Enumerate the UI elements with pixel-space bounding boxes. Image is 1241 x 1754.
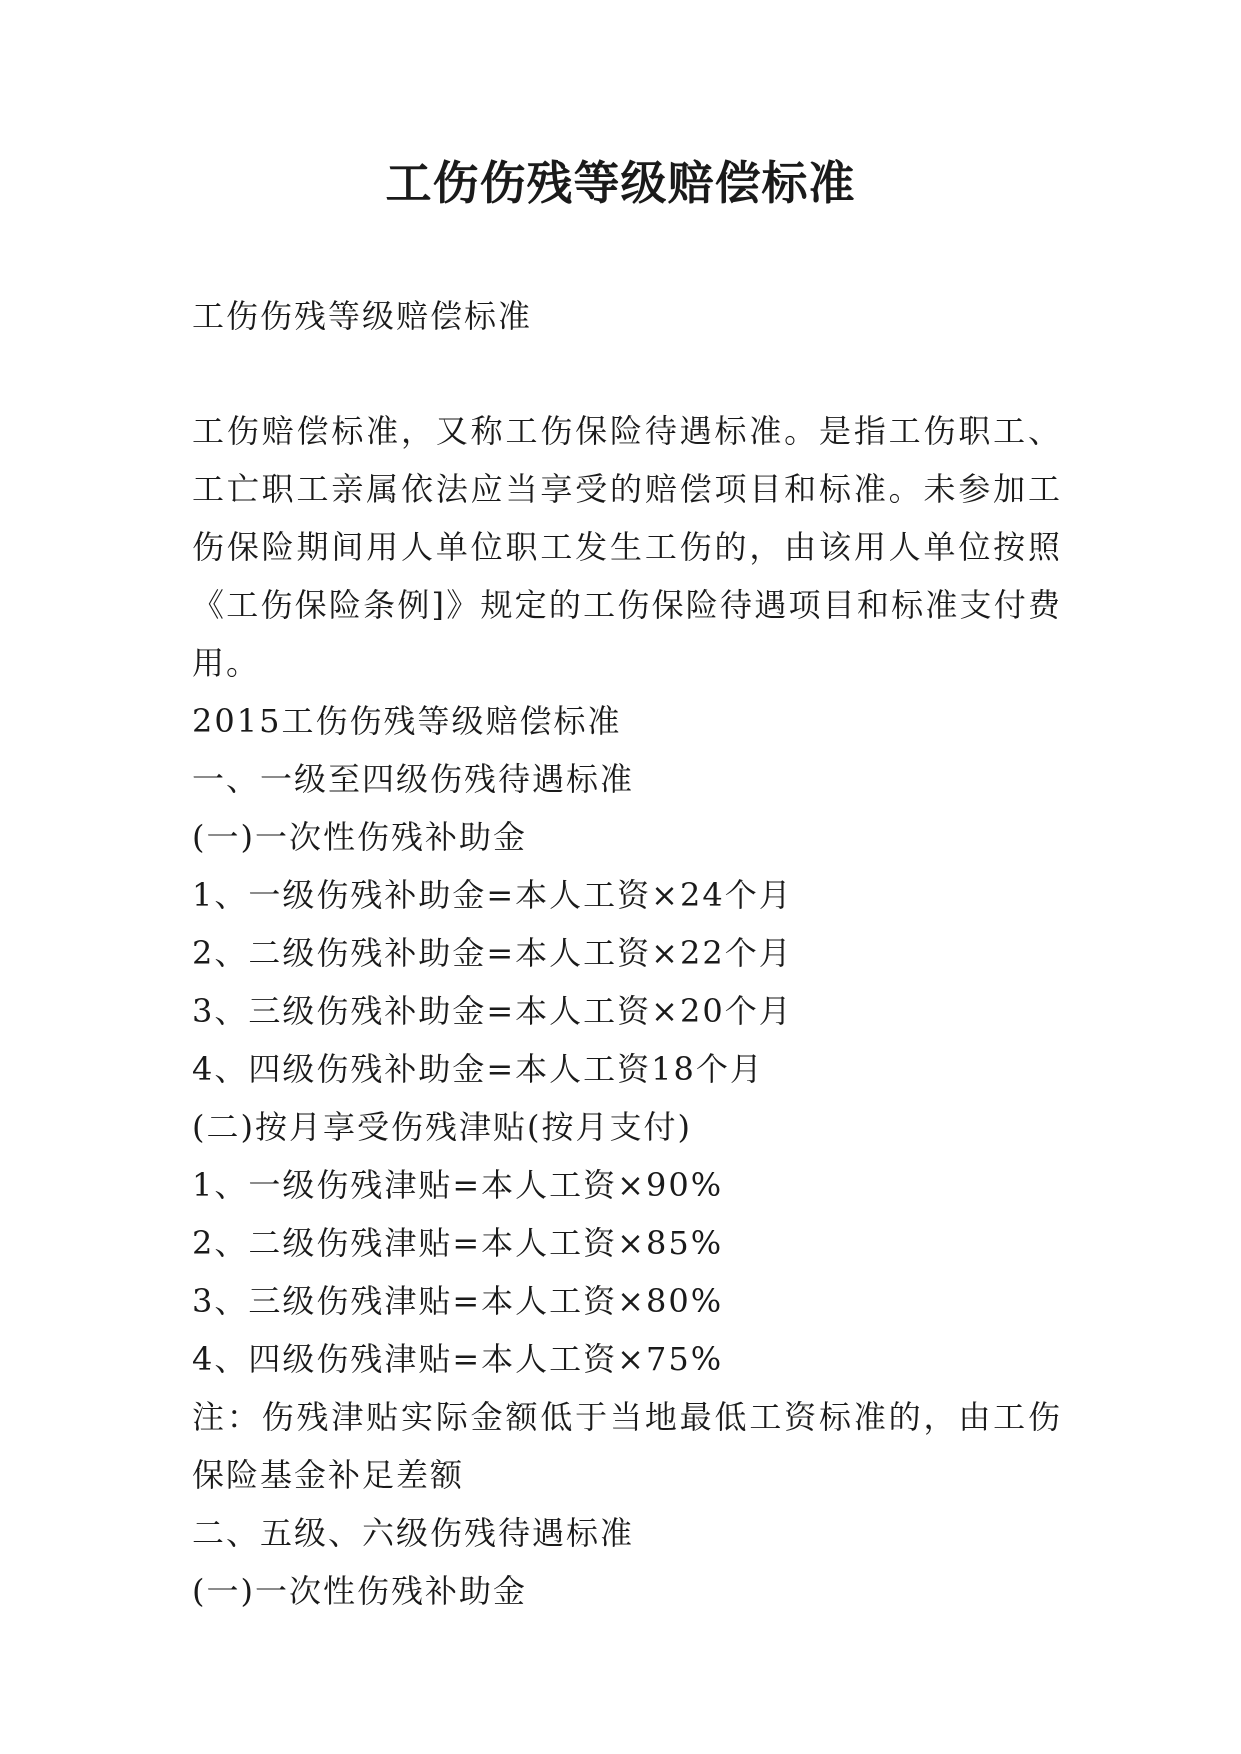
- document-body: [192, 402, 1062, 1620]
- list-item: 4、四级伤残补助金=本人工资18个月: [192, 1050, 764, 1088]
- list-item: 1、一级伤残补助金=本人工资×24个月: [192, 876, 793, 914]
- list-item: 1、一级伤残津贴=本人工资×90%: [192, 1166, 724, 1204]
- list-item: 4、四级伤残津贴=本人工资×75%: [192, 1340, 724, 1378]
- subsection-heading: (一)一次性伤残补助金: [192, 1572, 527, 1610]
- list-item: 2、二级伤残补助金=本人工资×22个月: [192, 934, 793, 972]
- subsection-heading: (二)按月享受伤残津贴(按月支付): [192, 1108, 692, 1146]
- intro-paragraph: 工伤赔偿标准，又称工伤保险待遇标准。是指工伤职工、工亡职工亲属依法应当享受的赔偿项目和标准。未参加工伤保险期间用人单位职工发生工伤的，由该用人单位按照《工伤保险条例]》规定的工伤保险待遇项目和标准支付费用。: [192, 412, 1062, 682]
- note-paragraph: 注：伤残津贴实际金额低于当地最低工资标准的，由工伤保险基金补足差额: [192, 1398, 1062, 1494]
- section-heading: 二、五级、六级伤残待遇标准: [192, 1514, 635, 1552]
- section-heading: 一、一级至四级伤残待遇标准: [192, 760, 635, 798]
- document-title: 工伤伤残等级赔偿标准: [385, 156, 856, 210]
- list-item: 3、三级伤残津贴=本人工资×80%: [192, 1282, 724, 1320]
- list-item: 3、三级伤残补助金=本人工资×20个月: [192, 992, 793, 1030]
- section-line: 2015工伤伤残等级赔偿标准: [192, 702, 622, 740]
- subsection-heading: (一)一次性伤残补助金: [192, 818, 527, 856]
- document-subtitle: 工伤伤残等级赔偿标准: [192, 297, 533, 335]
- list-item: 2、二级伤残津贴=本人工资×85%: [192, 1224, 724, 1262]
